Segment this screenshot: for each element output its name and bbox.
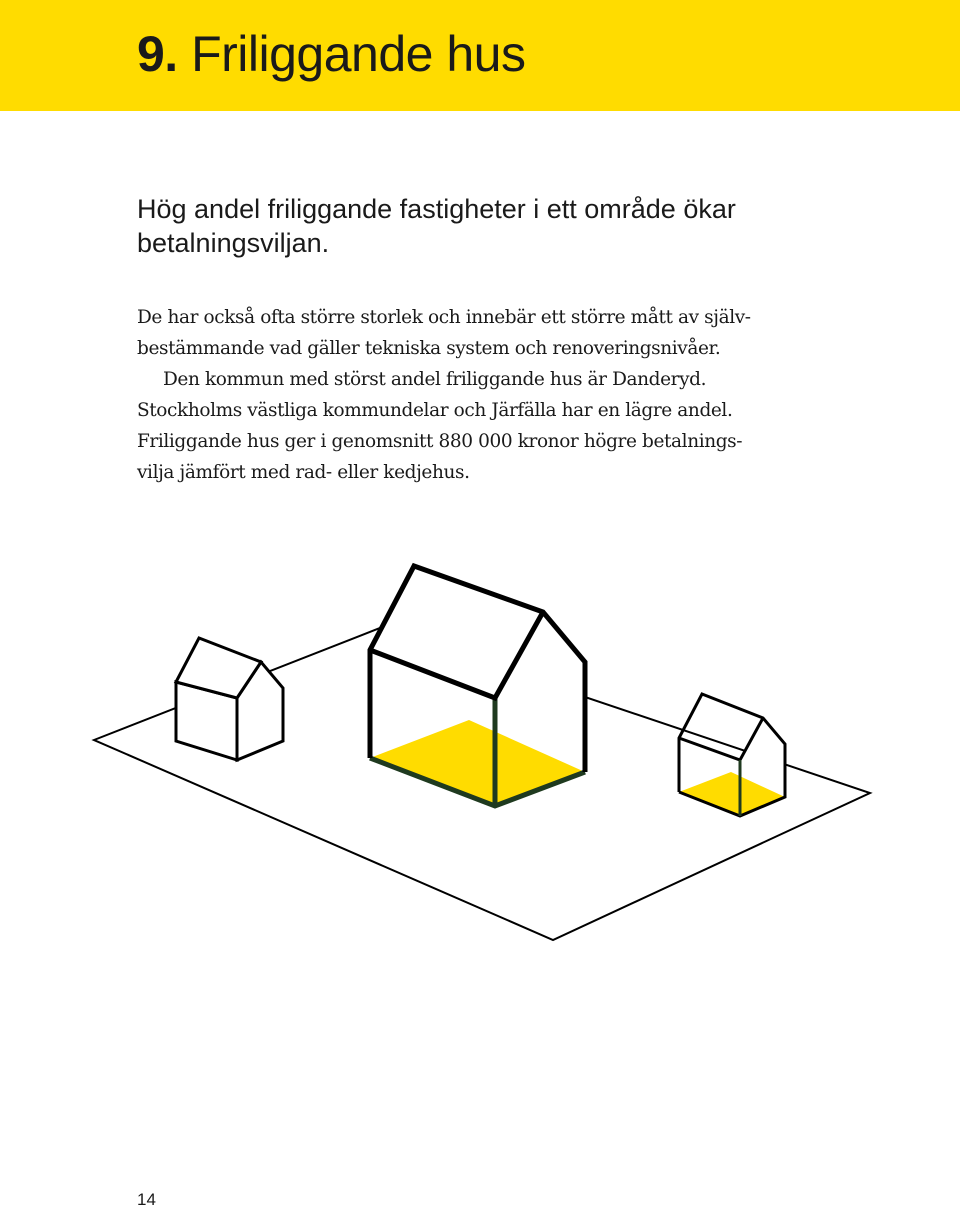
houses-illustration <box>0 540 960 960</box>
body-line: vilja jämfört med rad- eller kedjehus. <box>137 462 470 483</box>
body-line: De har också ofta större storlek och innebär ett större mått av själv- <box>137 307 751 328</box>
body-line: Friliggande hus ger i genomsnitt 880 000 kronor högre betalnings- <box>137 431 743 452</box>
chapter-number: 9. <box>137 26 178 82</box>
body-paragraph <box>137 302 837 488</box>
small-house-left-icon <box>176 638 283 760</box>
chapter-title: Friliggande hus <box>191 26 526 82</box>
lead-line: Hög andel friliggande fastigheter i ett område ökar <box>137 194 736 224</box>
body-line: bestämmande vad gäller tekniska system och renoveringsnivåer. <box>137 338 721 359</box>
page-title <box>137 24 525 84</box>
lead-line: betalningsviljan. <box>137 228 330 258</box>
page-number: 14 <box>137 1190 156 1209</box>
body-line: Stockholms västliga kommundelar och Järfälla har en lägre andel. <box>137 400 733 421</box>
lead-paragraph <box>137 192 817 260</box>
body-line: Den kommun med störst andel friliggande hus är Danderyd. <box>163 369 707 390</box>
large-house-icon <box>370 566 585 806</box>
